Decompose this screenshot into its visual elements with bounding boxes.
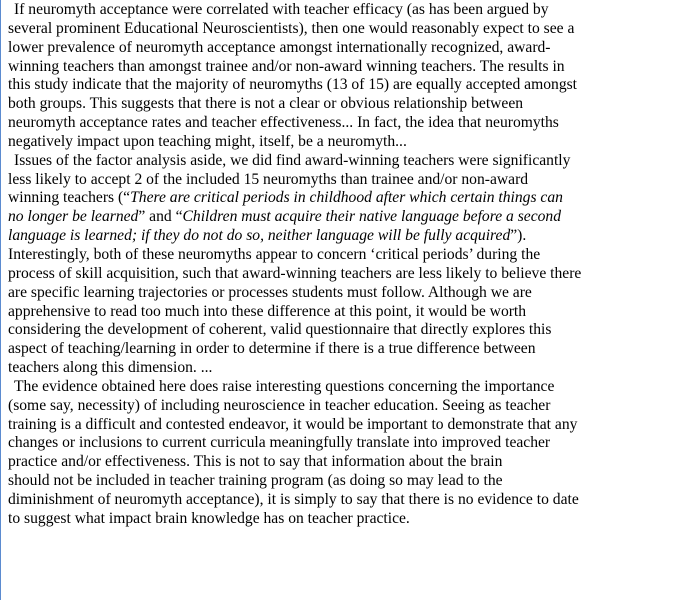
text-line <box>8 397 697 416</box>
text-line <box>8 208 697 227</box>
text-line <box>8 227 697 246</box>
text-line <box>8 58 697 77</box>
text-segment: aspect of teaching/learning in order to determine if there is a true difference between <box>8 340 536 358</box>
text-line <box>8 491 697 510</box>
italic-quote-segment: no longer be learned <box>8 208 139 226</box>
text-line <box>8 472 697 491</box>
text-segment: The evidence obtained here does raise interesting questions concerning the importance <box>14 377 555 395</box>
paragraph <box>8 378 697 529</box>
text-segment: neuromyth acceptance rates and teacher effectiveness... In fact, the idea that neuromyths <box>8 114 559 132</box>
text-line <box>8 114 697 133</box>
italic-quote-segment: There are critical periods in childhood after which certain things can <box>130 189 563 207</box>
italic-quote-segment: Children must acquire their native language before a second <box>182 208 562 226</box>
text-line <box>8 359 697 378</box>
text-segment: changes or inclusions to current curricula meaningfully translate into improved teacher <box>8 434 551 452</box>
text-segment: teachers along this dimension. ... <box>8 359 213 377</box>
text-segment: diminishment of neuromyth acceptance), it is simply to say that there is no evidence to date <box>8 490 579 508</box>
text-line <box>8 284 697 303</box>
text-line <box>8 171 697 190</box>
text-line <box>8 378 697 397</box>
text-segment: Interestingly, both of these neuromyths appear to concern ‘critical periods’ during the <box>8 245 541 263</box>
text-line <box>8 246 697 265</box>
text-line <box>8 20 697 39</box>
text-segment: (some say, necessity) of including neuroscience in teacher education. Seeing as teacher <box>8 396 551 414</box>
text-line <box>8 76 697 95</box>
paragraph <box>8 152 697 378</box>
text-segment: should not be included in teacher training program (as doing so may lead to the <box>8 472 503 490</box>
text-segment: this study indicate that the majority of neuromyths (13 of 15) are equally accepted amongst <box>8 76 578 94</box>
text-line <box>8 152 697 171</box>
document-text <box>8 1 697 529</box>
text-line <box>8 416 697 435</box>
text-line <box>8 95 697 114</box>
text-line <box>8 133 697 152</box>
italic-quote-segment: language is learned; if they do not do so, neither language will be fully acquired <box>8 227 511 245</box>
text-segment: several prominent Educational Neuroscientists), then one would reasonably expect to see a <box>8 19 575 37</box>
text-segment: both groups. This suggests that there is not a clear or obvious relationship between <box>8 95 524 113</box>
text-line <box>8 39 697 58</box>
text-segment: Issues of the factor analysis aside, we did find award-winning teachers were significantly <box>14 151 571 169</box>
text-segment: practice and/or effectiveness. This is not to say that information about the brain <box>8 453 503 471</box>
text-line <box>8 340 697 359</box>
text-line <box>8 189 697 208</box>
paragraph <box>8 1 697 152</box>
text-segment: winning teachers than amongst trainee and/or non-award winning teachers. The results in <box>8 57 565 75</box>
text-line <box>8 321 697 340</box>
text-segment: less likely to accept 2 of the included 15 neuromyths than trainee and/or non-award <box>8 170 529 188</box>
text-segment: negatively impact upon teaching might, itself, be a neuromyth... <box>8 132 407 150</box>
text-line <box>8 453 697 472</box>
text-segment: If neuromyth acceptance were correlated with teacher efficacy (as has been argued by <box>14 1 549 18</box>
text-segment: apprehensive to read too much into these difference at this point, it would be worth <box>8 302 527 320</box>
text-segment: winning teachers (“ <box>8 189 131 207</box>
text-segment: to suggest what impact brain knowledge has on teacher practice. <box>8 509 410 527</box>
text-segment: process of skill acquisition, such that award-winning teachers are less likely to believe there <box>8 264 582 282</box>
text-segment: are specific learning trajectories or processes students must follow. Although we are <box>8 283 532 301</box>
text-line <box>8 303 697 322</box>
text-segment: ” and “ <box>138 208 183 226</box>
text-line <box>8 434 697 453</box>
text-segment: considering the development of coherent, valid questionnaire that directly explores this <box>8 321 552 339</box>
text-segment: training is a difficult and contested endeavor, it would be important to demonstrate that any <box>8 415 578 433</box>
text-line <box>8 1 697 20</box>
text-segment: ”). <box>510 227 527 245</box>
text-line <box>8 510 697 529</box>
text-segment: lower prevalence of neuromyth acceptance amongst internationally recognized, award- <box>8 38 551 56</box>
text-line <box>8 265 697 284</box>
